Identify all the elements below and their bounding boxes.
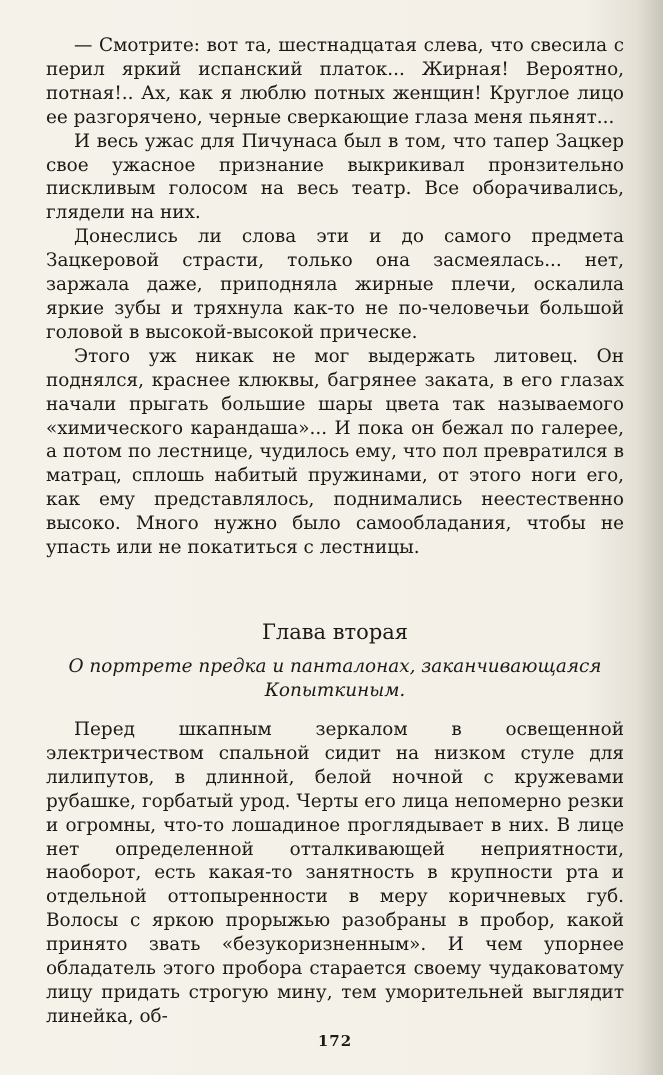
paragraph: И весь ужас для Пичунаса был в том, что тапер Зацкер свое ужасное признание выкрикивал пронзительно пискливым голосом на весь театр. Все оборачивались, глядели на них.: [46, 130, 624, 224]
paragraph: Перед шкапным зеркалом в освещенной электричеством спальной сидит на низком стуле для лилипутов, в длинной, белой ночной с кружевами рубашке, горбатый урод. Черты его лица непомерно резки и огромны, что-то лошадиное проглядывает в них. В лице нет определенной отталкивающей неприятности, наоборот, есть какая-то занятность в крупности рта и отдельной оттопыренности в меру коричневых губ. Волосы с яркою прорыжью разобраны в пробор, какой принято звать «безукоризненным». И чем упорнее обладатель этого пробора старается своему чудаковатому лицу придать строгую мину, тем уморительней выглядит линейка, об-: [46, 719, 624, 1027]
chapter-subtitle-line: О портрете предка и панталонах, заканчивающаяся: [68, 656, 602, 677]
paragraph: — Смотрите: вот та, шестнадцатая слева, что свесила с перил яркий испанский платок... Жирная! Вероятно, потная!.. Ах, как я люблю потных женщин! Круглое лицо ее разгорячено, черные сверкающие глаза меня пьянят...: [46, 35, 624, 128]
paragraph: Донеслись ли слова эти и до самого предмета Зацкеровой страсти, только она засмеялась... нет, заржала даже, приподняла жирные плечи, оскалила яркие зубы и тряхнула как-то не по-человечьи большой головой в высокой-высокой прическе.: [46, 226, 624, 343]
chapter-subtitle-line: Копыткиным.: [264, 680, 406, 701]
paragraph: Этого уж никак не мог выдержать литовец. Он поднялся, краснее клюквы, багрянее заката, в его глазах начали прыгать большие шары цвета так называемого «химического карандаша»... И пока он бежал по галерее, а потом по лестнице, чудилось ему, что пол превратился в матрац, сплошь набитый пружинами, от этого ноги его, как ему представлялось, поднимались неестественно высоко. Много нужно было самообладания, чтобы не упасть или не покатиться с лестницы.: [46, 345, 624, 559]
body-text-bottom: [46, 718, 624, 1029]
page-number: 172: [317, 1032, 353, 1050]
chapter-title: Глава вторая: [261, 620, 409, 644]
body-text-top: [46, 34, 624, 560]
chapter-subtitle: [46, 655, 624, 703]
